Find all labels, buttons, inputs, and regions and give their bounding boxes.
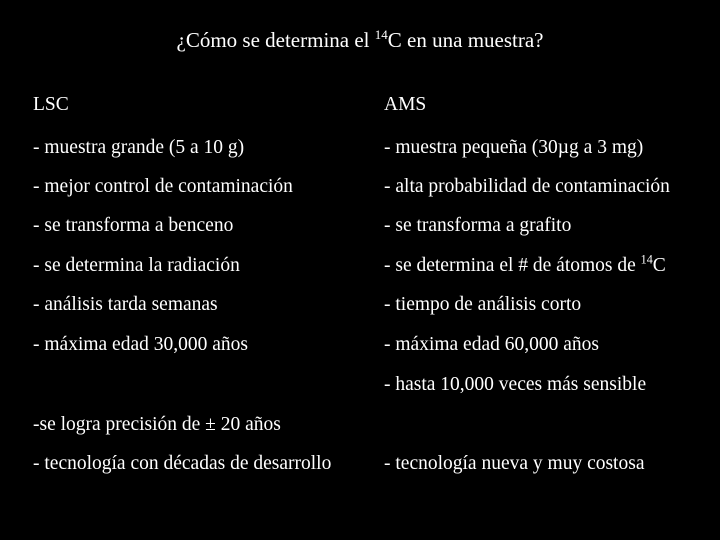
- lsc-item-max-age: - máxima edad 30,000 años: [33, 334, 248, 355]
- ams-item-contamination: - alta probabilidad de contaminación: [384, 176, 670, 197]
- ams-atoms-superscript: 14: [640, 252, 653, 267]
- ams-item-sensitivity: - hasta 10,000 veces más sensible: [384, 374, 647, 395]
- precision-note: -se logra precisión de ± 20 años: [33, 414, 281, 435]
- ams-item-graphite: - se transforma a grafito: [384, 215, 572, 236]
- lsc-item-technology: - tecnología con décadas de desarrollo: [33, 453, 332, 474]
- ams-item-sample-size: - muestra pequeña (30µg a 3 mg): [384, 137, 644, 158]
- lsc-item-sample-size: - muestra grande (5 a 10 g): [33, 137, 245, 158]
- lsc-item-contamination: - mejor control de contaminación: [33, 176, 293, 197]
- lsc-header: LSC: [33, 94, 69, 115]
- slide-title: [0, 28, 720, 53]
- ams-atoms-text-before: - se determina el # de átomos de: [384, 255, 641, 276]
- lsc-item-weeks: - análisis tarda semanas: [33, 294, 218, 315]
- lsc-item-radiation: - se determina la radiación: [33, 255, 240, 276]
- title-text-after: C en una muestra?: [387, 28, 544, 52]
- ams-item-technology: - tecnología nueva y muy costosa: [384, 453, 645, 474]
- ams-item-atoms: [384, 253, 666, 279]
- ams-header: AMS: [384, 94, 427, 115]
- title-superscript: 14: [374, 27, 388, 42]
- title-text-before: ¿Cómo se determina el: [176, 28, 375, 52]
- ams-item-analysis-time: - tiempo de análisis corto: [384, 294, 582, 315]
- ams-item-max-age: - máxima edad 60,000 años: [384, 334, 599, 355]
- ams-atoms-text-after: C: [652, 255, 666, 276]
- lsc-item-benzene: - se transforma a benceno: [33, 215, 234, 236]
